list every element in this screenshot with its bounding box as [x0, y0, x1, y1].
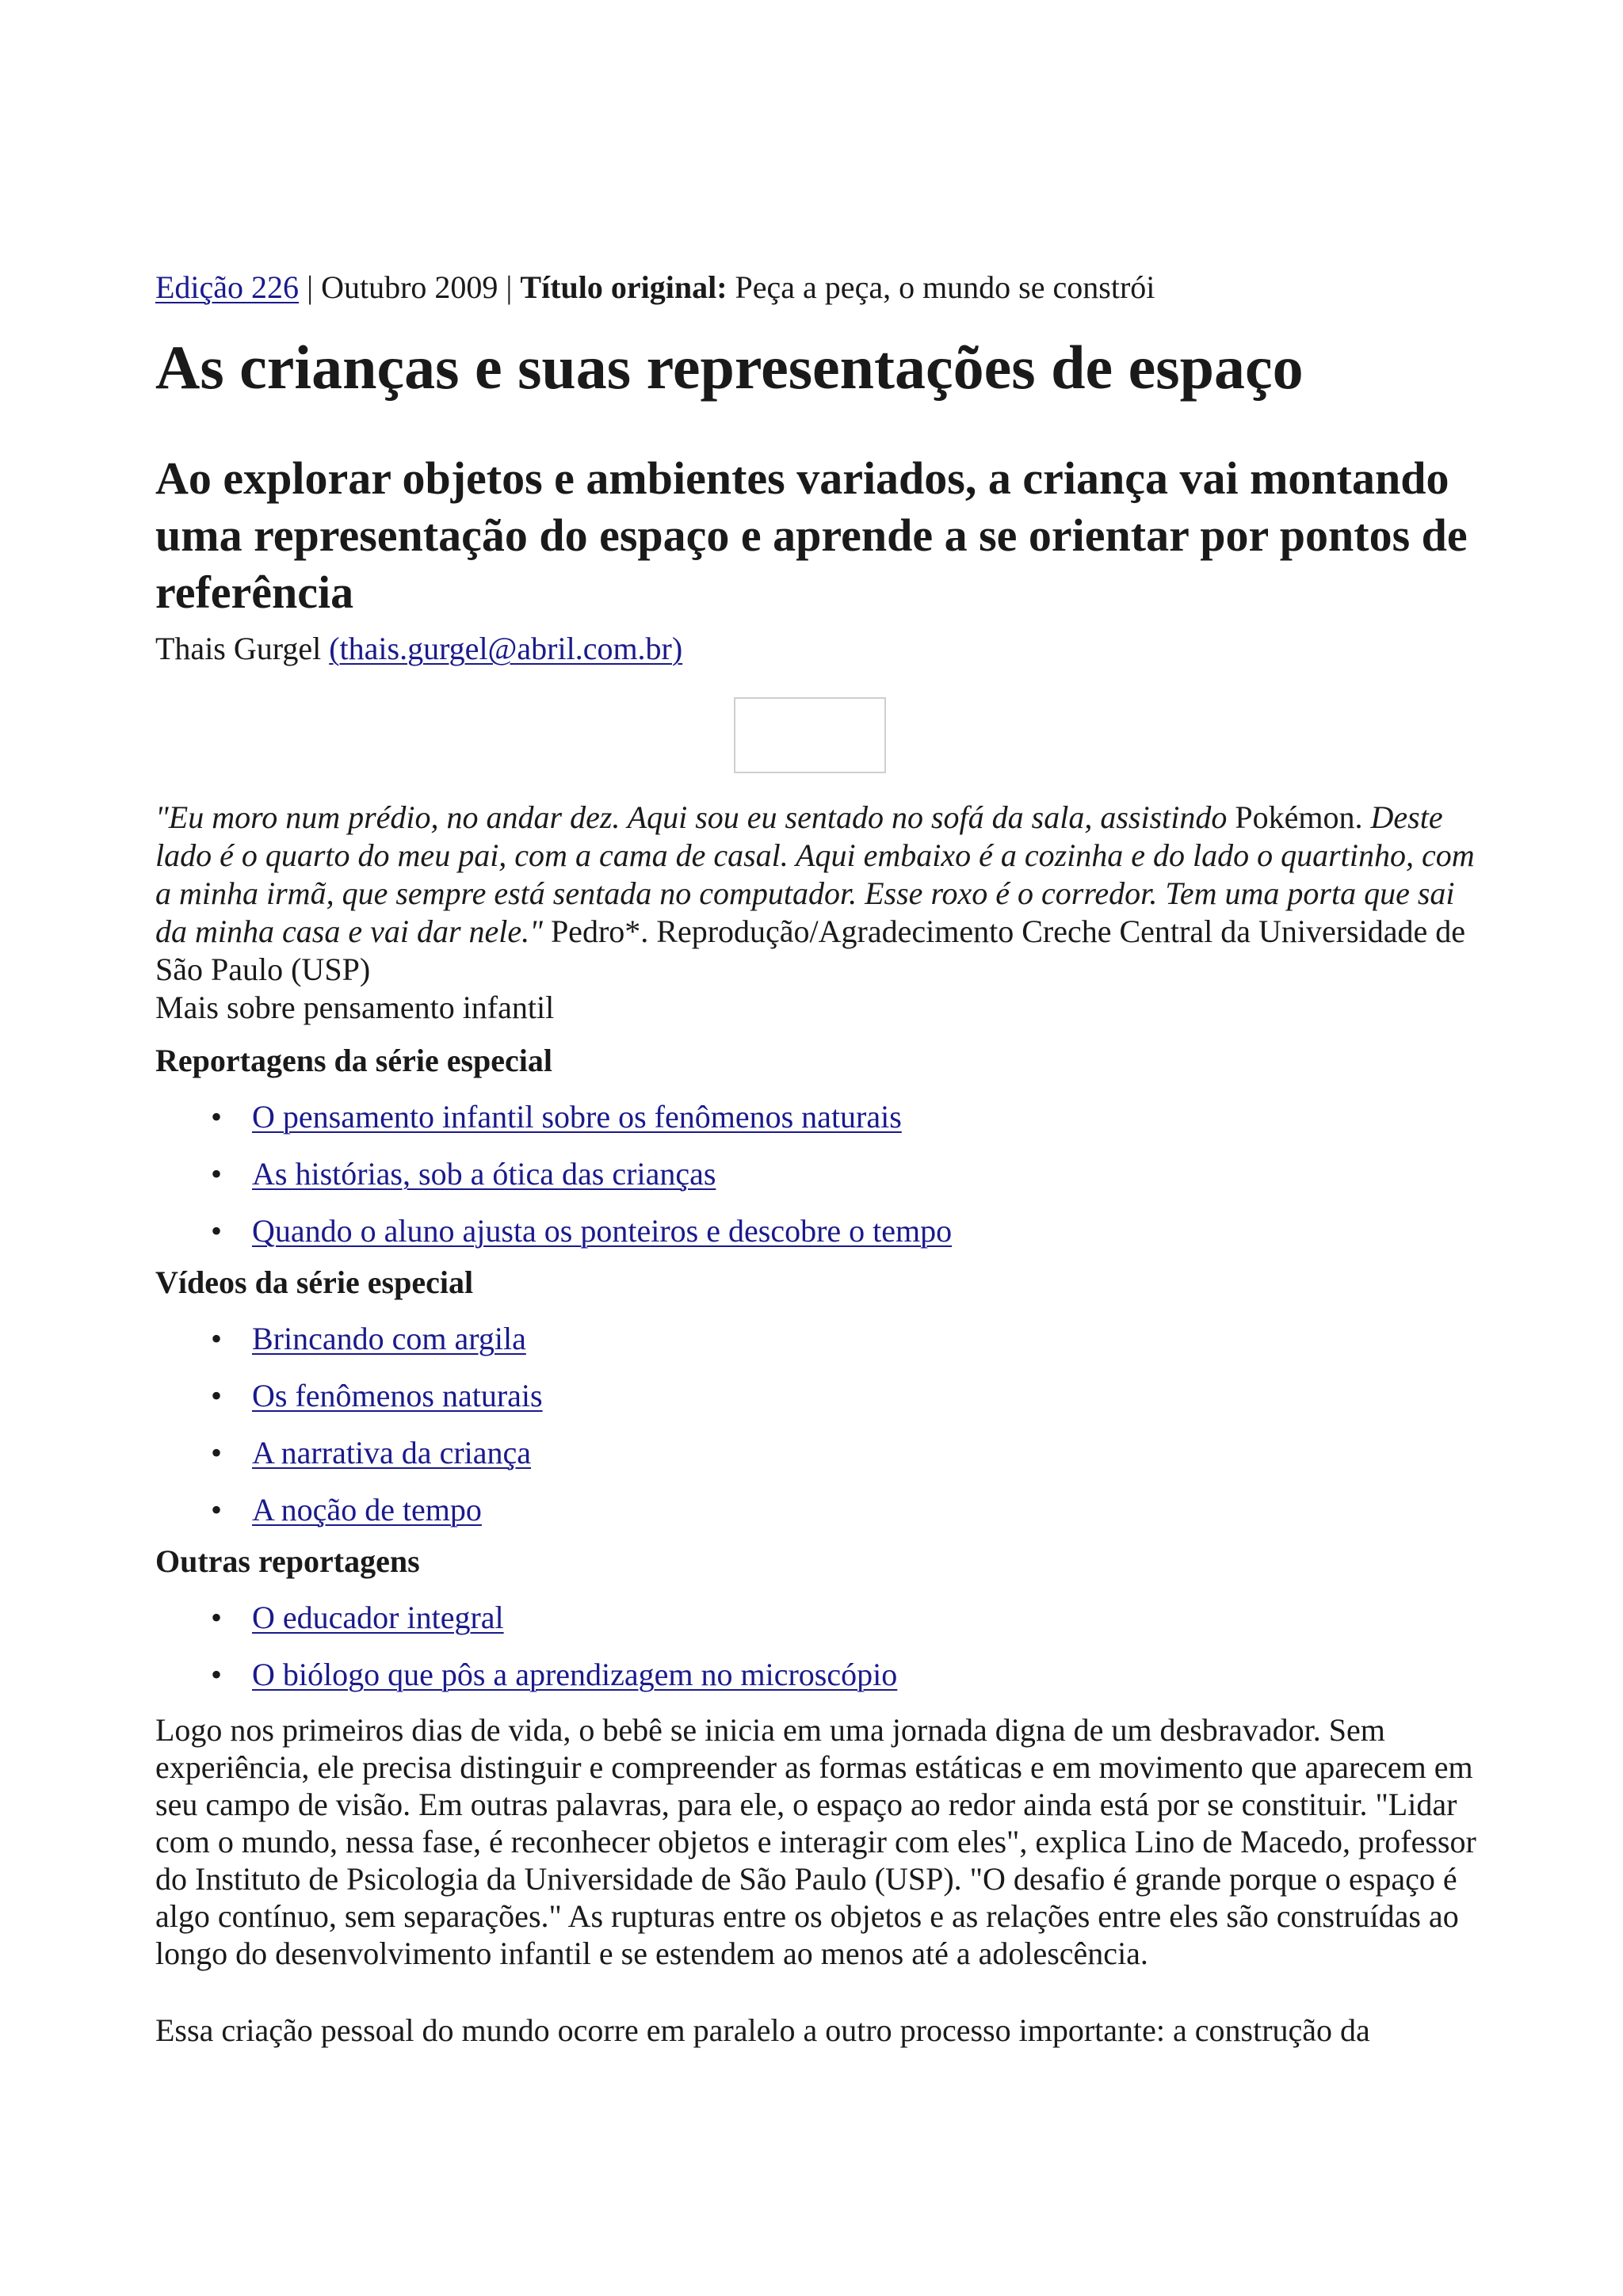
original-title: Peça a peça, o mundo se constrói — [727, 269, 1155, 305]
caption-quote-part2: Deste lado é o quarto do meu pai, com a cama de casal. Aqui embaixo é a cozinha e do lado o quartinho, com a minha irmã, que sempre está sentada no computador. Esse roxo é o corredor. Tem uma porta que sai da minha casa e vai dar nele." — [155, 799, 1475, 949]
related-link[interactable]: O pensamento infantil sobre os fenômenos naturais — [252, 1099, 902, 1135]
article — [155, 268, 1476, 2049]
body-paragraph: Logo nos primeiros dias de vida, o bebê se inicia em uma jornada digna de um desbravador. Sem experiência, ele precisa distinguir e compreender as formas estáticas e em movimento que aparecem em seu campo de visão. Em outras palavras, para ele, o espaço ao redor ainda está por se constituir. "Lidar com o mundo, nessa fase, é reconhecer objetos e interagir com eles", explica Lino de Macedo, professor do Instituto de Psicologia da Universidade de São Paulo (USP). "O desafio é grande porque o espaço é algo contínuo, sem separações." As rupturas entre os objetos e as relações entre eles são construídas ao longo do desenvolvimento infantil e se estendem ao menos até a adolescência. — [155, 1712, 1476, 1971]
body-paragraph: Essa criação pessoal do mundo ocorre em paralelo a outro processo importante: a construção da — [155, 2012, 1370, 2048]
video-link[interactable]: Brincando com argila — [252, 1321, 526, 1356]
caption-show-name: Pokémon. — [1227, 799, 1363, 835]
author-name: Thais Gurgel — [155, 631, 330, 666]
edition-info — [155, 268, 1471, 307]
related-link[interactable]: O educador integral — [252, 1600, 504, 1635]
page-title: As crianças e suas representações de espaço — [155, 333, 1304, 402]
list-item — [155, 1375, 1471, 1417]
list-item — [155, 1432, 1471, 1474]
image-caption — [155, 799, 1487, 989]
section-heading-outras: Outras reportagens — [155, 1543, 420, 1579]
related-link[interactable]: Quando o aluno ajusta os ponteiros e descobre o tempo — [252, 1213, 953, 1249]
article-image-placeholder — [734, 697, 886, 773]
caption-quote-part1: "Eu moro num prédio, no andar dez. Aqui sou eu sentado no sofá da sala, assistindo — [155, 799, 1228, 835]
related-link[interactable]: As histórias, sob a ótica das crianças — [252, 1156, 716, 1192]
related-list-outras — [155, 1597, 1471, 1695]
section-heading-reportagens: Reportagens da série especial — [155, 1043, 553, 1078]
list-item — [155, 1489, 1471, 1531]
original-title-label: Título original: — [520, 269, 727, 305]
list-item — [155, 1154, 1471, 1195]
related-list-videos — [155, 1318, 1471, 1531]
list-item — [155, 1211, 1471, 1252]
video-link[interactable]: A narrativa da criança — [252, 1435, 532, 1470]
list-item — [155, 1654, 1471, 1695]
edition-link[interactable]: Edição 226 — [155, 269, 300, 305]
more-about-label: Mais sobre pensamento infantil — [155, 990, 555, 1025]
related-list-reportagens — [155, 1097, 1471, 1252]
video-link[interactable]: Os fenômenos naturais — [252, 1378, 543, 1413]
page-subtitle: Ao explorar objetos e ambientes variados, a criança vai montando uma representação do espaço e aprende a se orientar por pontos de referência — [155, 452, 1468, 618]
author-email-link[interactable]: (thais.gurgel@abril.com.br) — [329, 631, 683, 666]
list-item — [155, 1597, 1471, 1638]
byline — [155, 629, 1471, 669]
caption-credit: Pedro*. Reprodução/Agradecimento Creche Central da Universidade de São Paulo (USP) — [155, 913, 1465, 987]
list-item — [155, 1318, 1471, 1360]
related-link[interactable]: O biólogo que pôs a aprendizagem no microscópio — [252, 1657, 898, 1692]
list-item — [155, 1097, 1471, 1138]
edition-date: | Outubro 2009 | — [299, 269, 521, 305]
video-link[interactable]: A noção de tempo — [252, 1492, 482, 1527]
section-heading-videos: Vídeos da série especial — [155, 1264, 474, 1300]
